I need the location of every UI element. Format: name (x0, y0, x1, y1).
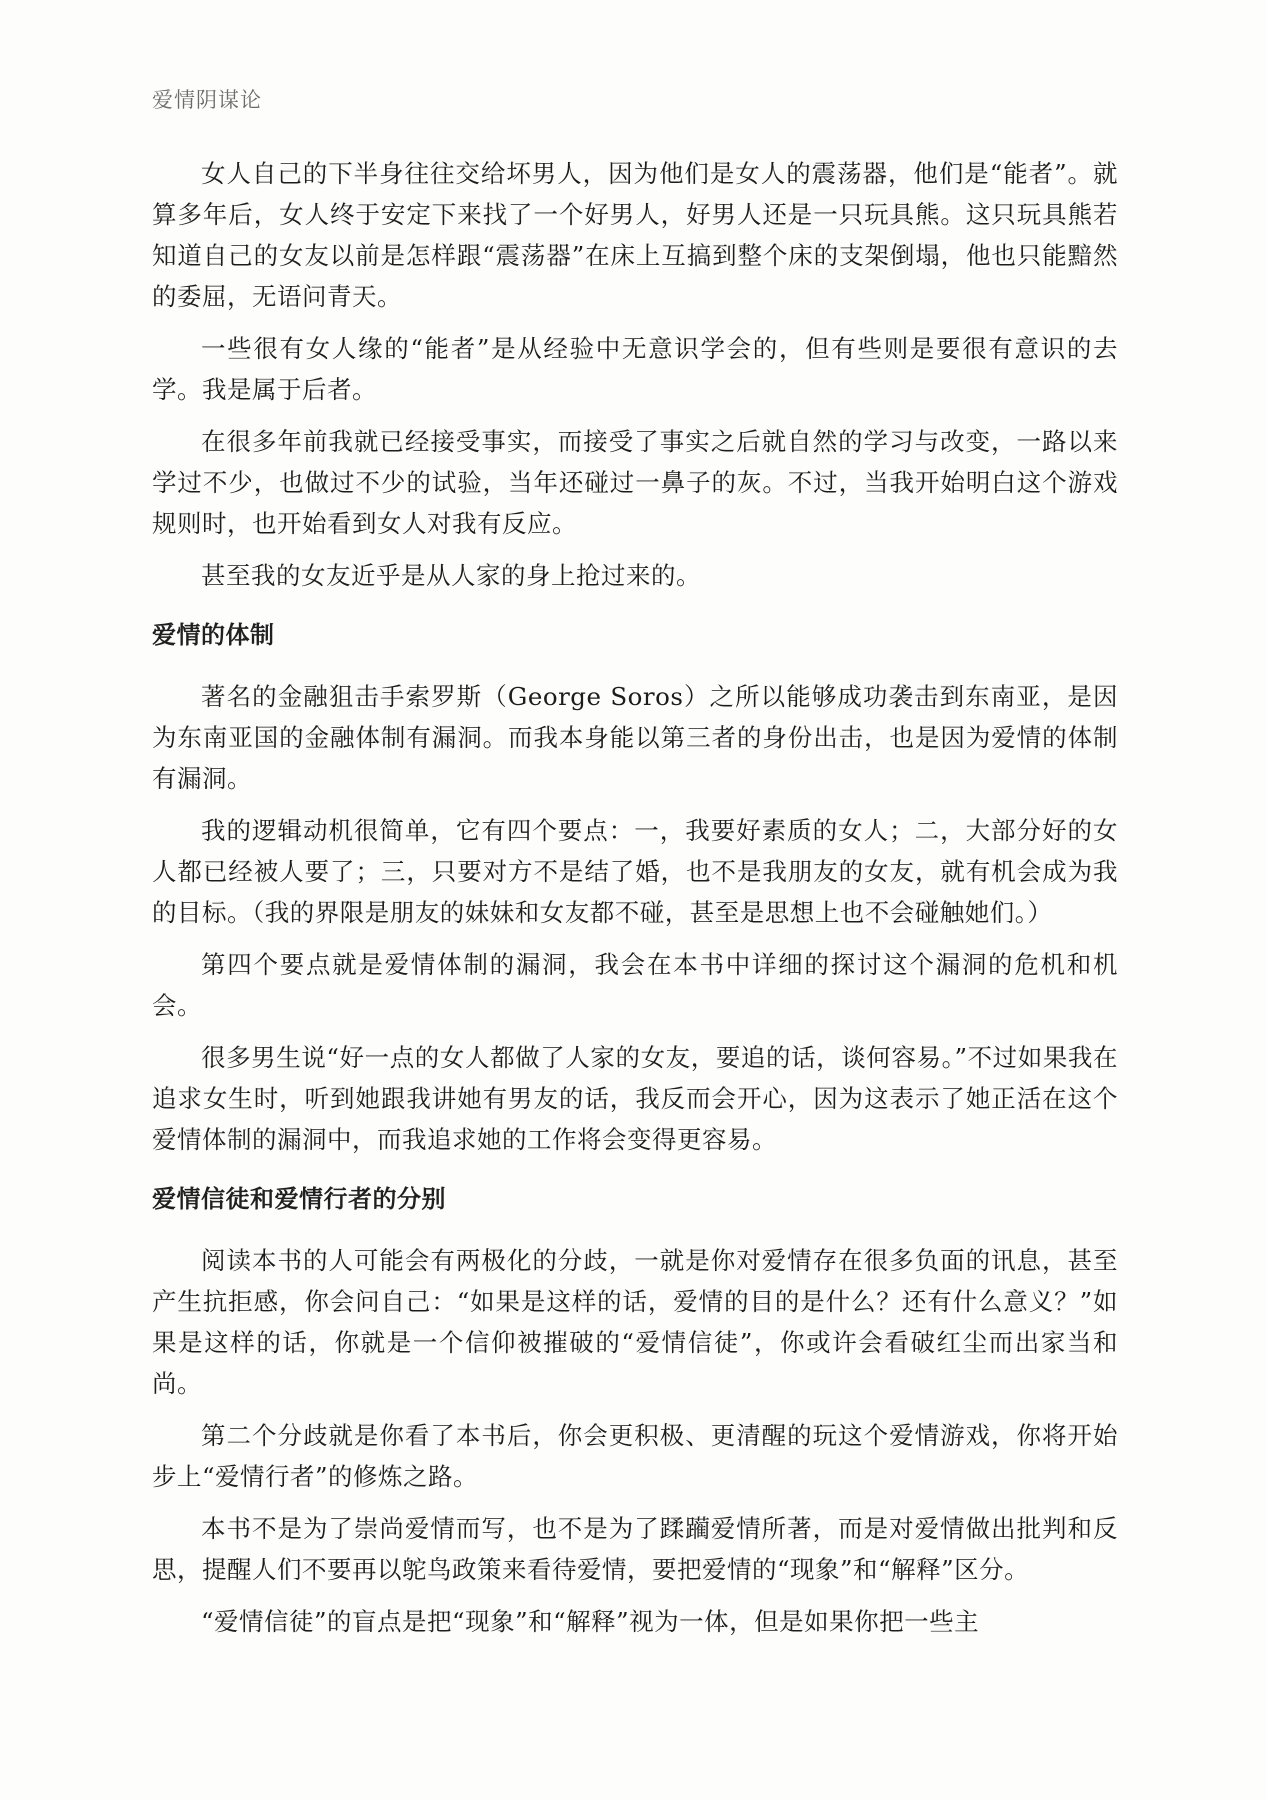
section-heading: 爱情的体制 (152, 621, 275, 649)
running-header: 爱情阴谋论 (152, 88, 262, 112)
page-body (152, 153, 1118, 1653)
paragraph: 很多男生说“好一点的女人都做了人家的女友，要追的话，谈何容易。”不过如果我在追求女生时，听到她跟我讲她有男友的话，我反而会开心，因为这表示了她正活在这个爱情体制的漏洞中，而我追求她的工作将会变得更容易。 (152, 1043, 1118, 1154)
paragraph: 在很多年前我就已经接受事实，而接受了事实之后就自然的学习与改变，一路以来学过不少，也做过不少的试验，当年还碰过一鼻子的灰。不过，当我开始明白这个游戏规则时，也开始看到女人对我有反应。 (152, 427, 1118, 538)
paragraph: 阅读本书的人可能会有两极化的分歧，一就是你对爱情存在很多负面的讯息，甚至产生抗拒感，你会问自己：“如果是这样的话，爱情的目的是什么？还有什么意义？”如果是这样的话，你就是一个信仰被摧破的“爱情信徒”，你或许会看破红尘而出家当和尚。 (152, 1246, 1118, 1398)
paragraph: 本书不是为了崇尚爱情而写，也不是为了蹂躏爱情所著，而是对爱情做出批判和反思，提醒人们不要再以鸵鸟政策来看待爱情，要把爱情的“现象”和“解释”区分。 (152, 1514, 1118, 1584)
section-heading: 爱情信徒和爱情行者的分别 (152, 1185, 446, 1213)
paragraph: 第二个分歧就是你看了本书后，你会更积极、更清醒的玩这个爱情游戏，你将开始步上“爱情行者”的修炼之路。 (152, 1421, 1118, 1491)
paragraph: 著名的金融狙击手索罗斯（George Soros）之所以能够成功袭击到东南亚，是因为东南亚国的金融体制有漏洞。而我本身能以第三者的身份出击，也是因为爱情的体制有漏洞。 (152, 682, 1118, 793)
paragraph: 女人自己的下半身往往交给坏男人，因为他们是女人的震荡器，他们是“能者”。就算多年后，女人终于安定下来找了一个好男人，好男人还是一只玩具熊。这只玩具熊若知道自己的女友以前是怎样跟“震荡器”在床上互搞到整个床的支架倒塌，他也只能黯然的委屈，无语问青天。 (152, 159, 1118, 311)
paragraph: 一些很有女人缘的“能者”是从经验中无意识学会的，但有些则是要很有意识的去学。我是属于后者。 (152, 334, 1118, 404)
paragraph: “爱情信徒”的盲点是把“现象”和“解释”视为一体，但是如果你把一些主 (201, 1607, 980, 1636)
paragraph: 我的逻辑动机很简单，它有四个要点：一，我要好素质的女人；二，大部分好的女人都已经被人要了；三，只要对方不是结了婚，也不是我朋友的女友，就有机会成为我的目标。（我的界限是朋友的妹妹和女友都不碰，甚至是思想上也不会碰触她们。） (152, 816, 1118, 927)
paragraph: 第四个要点就是爱情体制的漏洞，我会在本书中详细的探讨这个漏洞的危机和机会。 (152, 950, 1118, 1020)
paragraph: 甚至我的女友近乎是从人家的身上抢过来的。 (201, 561, 701, 590)
